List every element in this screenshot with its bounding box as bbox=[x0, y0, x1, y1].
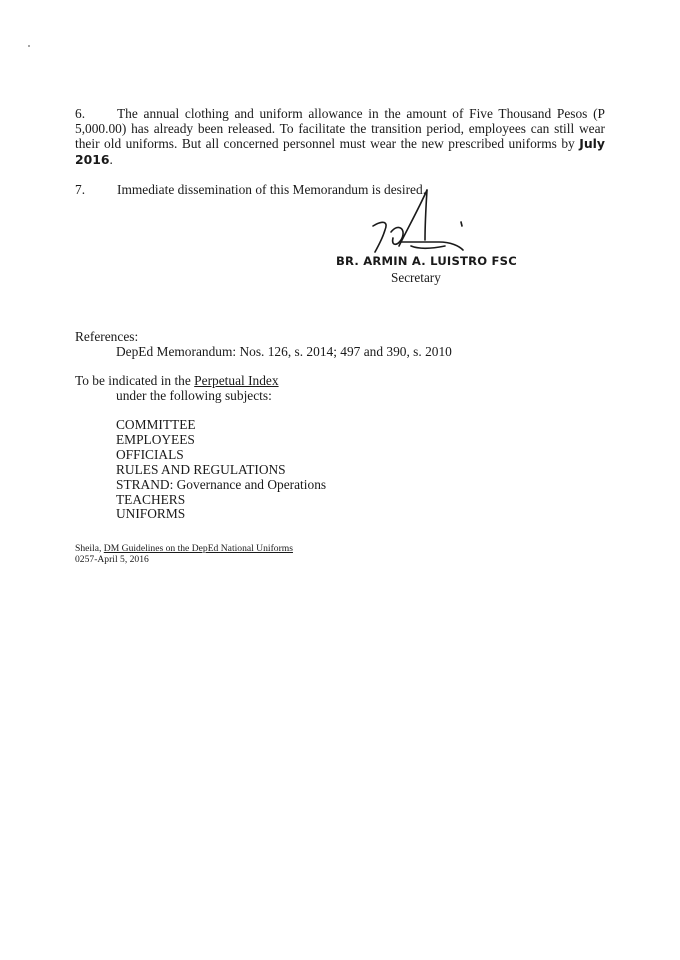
references-section bbox=[75, 329, 452, 359]
uniform-deadline: July 2016 bbox=[75, 136, 605, 167]
subject-item: RULES AND REGULATIONS bbox=[116, 461, 286, 477]
paragraph-6-ending: . bbox=[109, 151, 113, 167]
subject-item: TEACHERS bbox=[116, 491, 186, 507]
footer-doc-code: 0257-April 5, 2016 bbox=[75, 554, 149, 565]
perpetual-index-intro bbox=[75, 373, 326, 388]
signatory-name: BR. ARMIN A. LUISTRO FSC bbox=[336, 254, 517, 268]
references-heading: References: bbox=[75, 329, 139, 344]
footer-author: Sheila, bbox=[75, 543, 104, 554]
signature-block bbox=[330, 188, 550, 288]
subject-item: OFFICIALS bbox=[116, 446, 184, 462]
subject-item: COMMITTEE bbox=[116, 417, 196, 432]
paragraph-7-text: Immediate dissemination of this Memorandum is desired. bbox=[117, 182, 427, 197]
paragraph-6-text: The annual clothing and uniform allowance in the amount of Five Thousand Pesos (P 5,000.00) has already been released. To facilitate the transition period, employees can still wear their old uniforms. But all concerned personnel must wear the new prescribed uniforms by bbox=[75, 106, 605, 152]
perpetual-index-subtitle: under the following subjects: bbox=[116, 388, 272, 403]
paragraph-6-number: 6. bbox=[75, 106, 86, 121]
reference-item: DepEd Memorandum: Nos. 126, s. 2014; 497 and 390, s. 2010 bbox=[116, 344, 452, 359]
perpetual-index-link: Perpetual Index bbox=[194, 373, 279, 388]
handwritten-signature bbox=[355, 188, 495, 260]
footer-document-title: DM Guidelines on the DepEd National Uniforms bbox=[103, 543, 293, 554]
perpetual-index-intro-text: To be indicated in the bbox=[75, 373, 195, 388]
scan-speck bbox=[28, 45, 30, 47]
subject-item: UNIFORMS bbox=[116, 506, 186, 522]
footer-line-1 bbox=[75, 543, 293, 554]
document-footer bbox=[75, 543, 293, 565]
paragraph-6 bbox=[75, 106, 605, 167]
subject-list bbox=[75, 418, 326, 522]
subject-item: STRAND: Governance and Operations bbox=[116, 476, 327, 492]
signatory-title: Secretary bbox=[391, 270, 441, 285]
subject-item: EMPLOYEES bbox=[116, 431, 195, 447]
paragraph-7-number: 7. bbox=[75, 182, 86, 197]
perpetual-index-section bbox=[75, 373, 326, 522]
